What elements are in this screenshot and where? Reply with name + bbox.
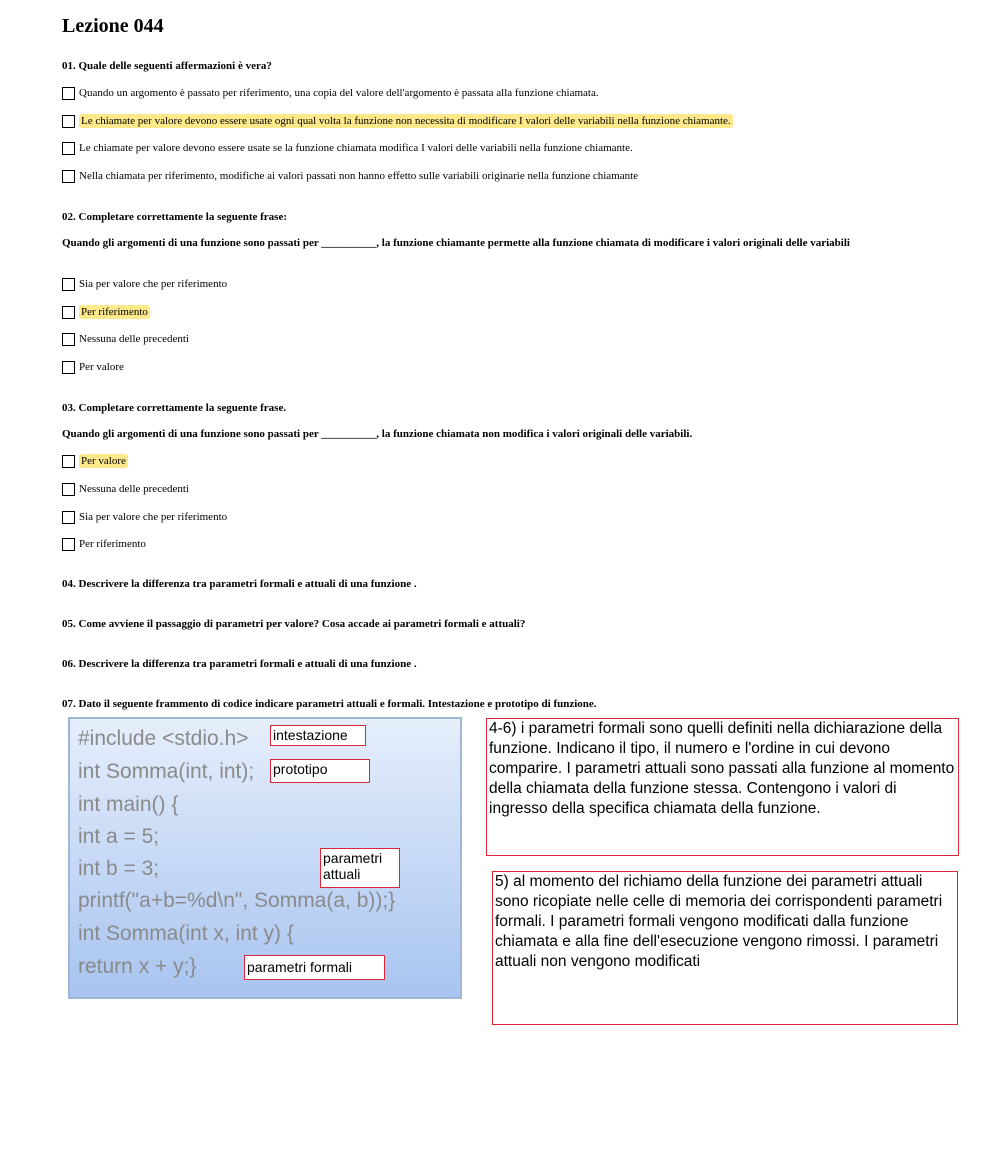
question-06: 06. Descrivere la differenza tra parametri formali e attuali di una funzione . xyxy=(62,658,417,670)
q03-option-2[interactable] xyxy=(62,481,189,497)
option-label: Per riferimento xyxy=(79,538,146,550)
checkbox[interactable] xyxy=(62,483,75,496)
option-label: Sia per valore che per riferimento xyxy=(79,511,228,523)
checkbox[interactable] xyxy=(62,538,75,551)
checkbox[interactable] xyxy=(62,170,75,183)
option-label: Le chiamate per valore devono essere usate se la funzione chiamata modifica I valori delle variabili nella funzione chiamante. xyxy=(79,142,633,154)
option-label: Quando un argomento è passato per riferimento, una copia del valore dell'argomento è passata alla funzione chiamata. xyxy=(79,87,599,99)
checkbox[interactable] xyxy=(62,455,75,468)
code-line: int main() { xyxy=(78,793,179,816)
q01-option-3[interactable] xyxy=(62,140,633,156)
page-title: Lezione 044 xyxy=(62,15,164,37)
q03-option-1[interactable] xyxy=(62,453,128,469)
checkbox[interactable] xyxy=(62,278,75,291)
q02-option-2[interactable] xyxy=(62,304,150,320)
option-label: Nessuna delle precedenti xyxy=(79,333,189,345)
question-05: 05. Come avviene il passaggio di parametri per valore? Cosa accade ai parametri formali e attuali? xyxy=(62,618,526,630)
question-01: 01. Quale delle seguenti affermazioni è vera? xyxy=(62,60,272,72)
option-label: Nella chiamata per riferimento, modifiche ai valori passati non hanno effetto sulle variabili originarie nella funzione chiamante xyxy=(79,170,639,182)
q02-option-3[interactable] xyxy=(62,331,189,347)
annotation-prototipo: prototipo xyxy=(270,759,370,783)
option-label-highlighted: Per valore xyxy=(81,455,126,467)
annotation-parametri-attuali: parametri attuali xyxy=(320,848,400,888)
checkbox[interactable] xyxy=(62,142,75,155)
code-line: int b = 3; xyxy=(78,857,160,880)
q02-option-4[interactable] xyxy=(62,359,124,375)
answer-4-6: 4-6) i parametri formali sono quelli definiti nella dichiarazione della funzione. Indicano il tipo, il numero e l'ordine in cui devono comparire. I parametri attuali sono passati alla funzione al momento della chiamata della funzione stessa. Contengono i valori di ingresso della specifica chiamata della funzione. xyxy=(486,718,959,856)
checkbox[interactable] xyxy=(62,361,75,374)
q02-option-1[interactable] xyxy=(62,276,227,292)
code-line: int Somma(int, int); xyxy=(78,760,255,783)
q01-option-2[interactable] xyxy=(62,113,733,129)
checkbox[interactable] xyxy=(62,306,75,319)
checkbox[interactable] xyxy=(62,511,75,524)
option-label-highlighted: Per riferimento xyxy=(81,306,148,318)
q01-option-1[interactable] xyxy=(62,85,599,101)
annotation-parametri-formali: parametri formali xyxy=(244,955,385,980)
question-02-sentence: Quando gli argomenti di una funzione sono passati per __________, la funzione chiamante permette alla funzione chiamata di modificare i valori originali delle variabili xyxy=(62,237,850,249)
checkbox[interactable] xyxy=(62,87,75,100)
option-label: Sia per valore che per riferimento xyxy=(79,278,228,290)
question-07: 07. Dato il seguente frammento di codice indicare parametri attuali e formali. Intestazione e prototipo di funzione. xyxy=(62,698,597,710)
option-label: Nessuna delle precedenti xyxy=(79,483,189,495)
q03-option-3[interactable] xyxy=(62,509,227,525)
code-line: int a = 5; xyxy=(78,825,160,848)
question-03-sentence: Quando gli argomenti di una funzione sono passati per __________, la funzione chiamata non modifica i valori originali delle variabili. xyxy=(62,428,693,440)
question-03: 03. Completare correttamente la seguente frase. xyxy=(62,402,287,414)
question-02: 02. Completare correttamente la seguente frase: xyxy=(62,211,288,223)
annotation-intestazione: intestazione xyxy=(270,725,366,746)
code-line: int Somma(int x, int y) { xyxy=(78,922,294,945)
code-line: return x + y;} xyxy=(78,955,197,978)
code-line: #include <stdio.h> xyxy=(78,727,249,750)
answer-5: 5) al momento del richiamo della funzione dei parametri attuali sono ricopiate nelle celle di memoria dei corrispondenti parametri formali. I parametri formali vengono modificati dalla funzione chiamata e alla fine dell'esecuzione vengono rimossi. I parametri attuali non vengono modificati xyxy=(492,871,958,1025)
question-04: 04. Descrivere la differenza tra parametri formali e attuali di una funzione . xyxy=(62,578,417,590)
q03-option-4[interactable] xyxy=(62,536,146,552)
code-line: printf("a+b=%d\n", Somma(a, b));} xyxy=(78,889,396,912)
checkbox[interactable] xyxy=(62,115,75,128)
checkbox[interactable] xyxy=(62,333,75,346)
option-label-highlighted: Le chiamate per valore devono essere usate ogni qual volta la funzione non necessita di modificare I valori delle variabili nella funzione chiamante. xyxy=(81,115,731,127)
option-label: Per valore xyxy=(79,361,124,373)
q01-option-4[interactable] xyxy=(62,168,638,184)
